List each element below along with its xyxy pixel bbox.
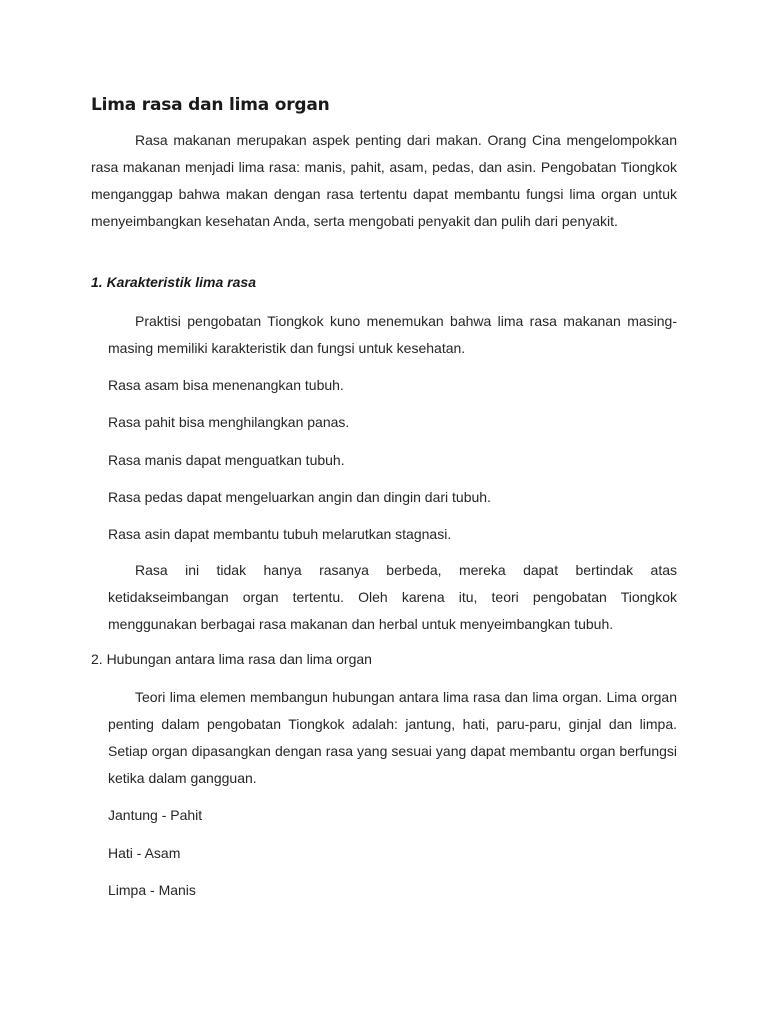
organ-pair-liver: Hati - Asam xyxy=(108,845,181,861)
taste-item-sour: Rasa asam bisa menenangkan tubuh. xyxy=(108,377,344,393)
taste-item-salty: Rasa asin dapat membantu tubuh melarutkan stagnasi. xyxy=(108,526,452,542)
section-2-heading: 2. Hubungan antara lima rasa dan lima organ xyxy=(91,651,372,667)
section-1-heading: 1. Karakteristik lima rasa xyxy=(91,274,256,290)
organ-pair-heart: Jantung - Pahit xyxy=(108,807,203,823)
section-1-closing-paragraph: Rasa ini tidak hanya rasanya berbeda, mereka dapat bertindak atas ketidakseimbangan organ tertentu. Oleh karena itu, teori pengobatan Tiongkok menggunakan berbagai rasa makanan dan herbal untuk menyeimbangkan tubuh. xyxy=(108,562,677,632)
organ-pair-spleen: Limpa - Manis xyxy=(108,882,196,898)
taste-item-bitter: Rasa pahit bisa menghilangkan panas. xyxy=(108,414,350,430)
section-1-paragraph: Praktisi pengobatan Tiongkok kuno menemukan bahwa lima rasa makanan masing-masing memiliki karakteristik dan fungsi untuk kesehatan. xyxy=(108,313,677,356)
taste-item-spicy: Rasa pedas dapat mengeluarkan angin dan dingin dari tubuh. xyxy=(108,489,491,505)
section-2-paragraph: Teori lima elemen membangun hubungan antara lima rasa dan lima organ. Lima organ penting dalam pengobatan Tiongkok adalah: jantung, hati, paru-paru, ginjal dan limpa. Setiap organ dipasangkan dengan rasa yang sesuai yang dapat membantu organ berfungsi ketika dalam gangguan. xyxy=(108,689,677,786)
document-title: Lima rasa dan lima organ xyxy=(91,95,330,115)
taste-item-sweet: Rasa manis dapat menguatkan tubuh. xyxy=(108,452,345,468)
intro-paragraph: Rasa makanan merupakan aspek penting dari makan. Orang Cina mengelompokkan rasa makanan menjadi lima rasa: manis, pahit, asam, pedas, dan asin. Pengobatan Tiongkok menganggap bahwa makan dengan rasa tertentu dapat membantu fungsi lima organ untuk menyeimbangkan kesehatan Anda, serta mengobati penyakit dan pulih dari penyakit. xyxy=(91,132,677,229)
